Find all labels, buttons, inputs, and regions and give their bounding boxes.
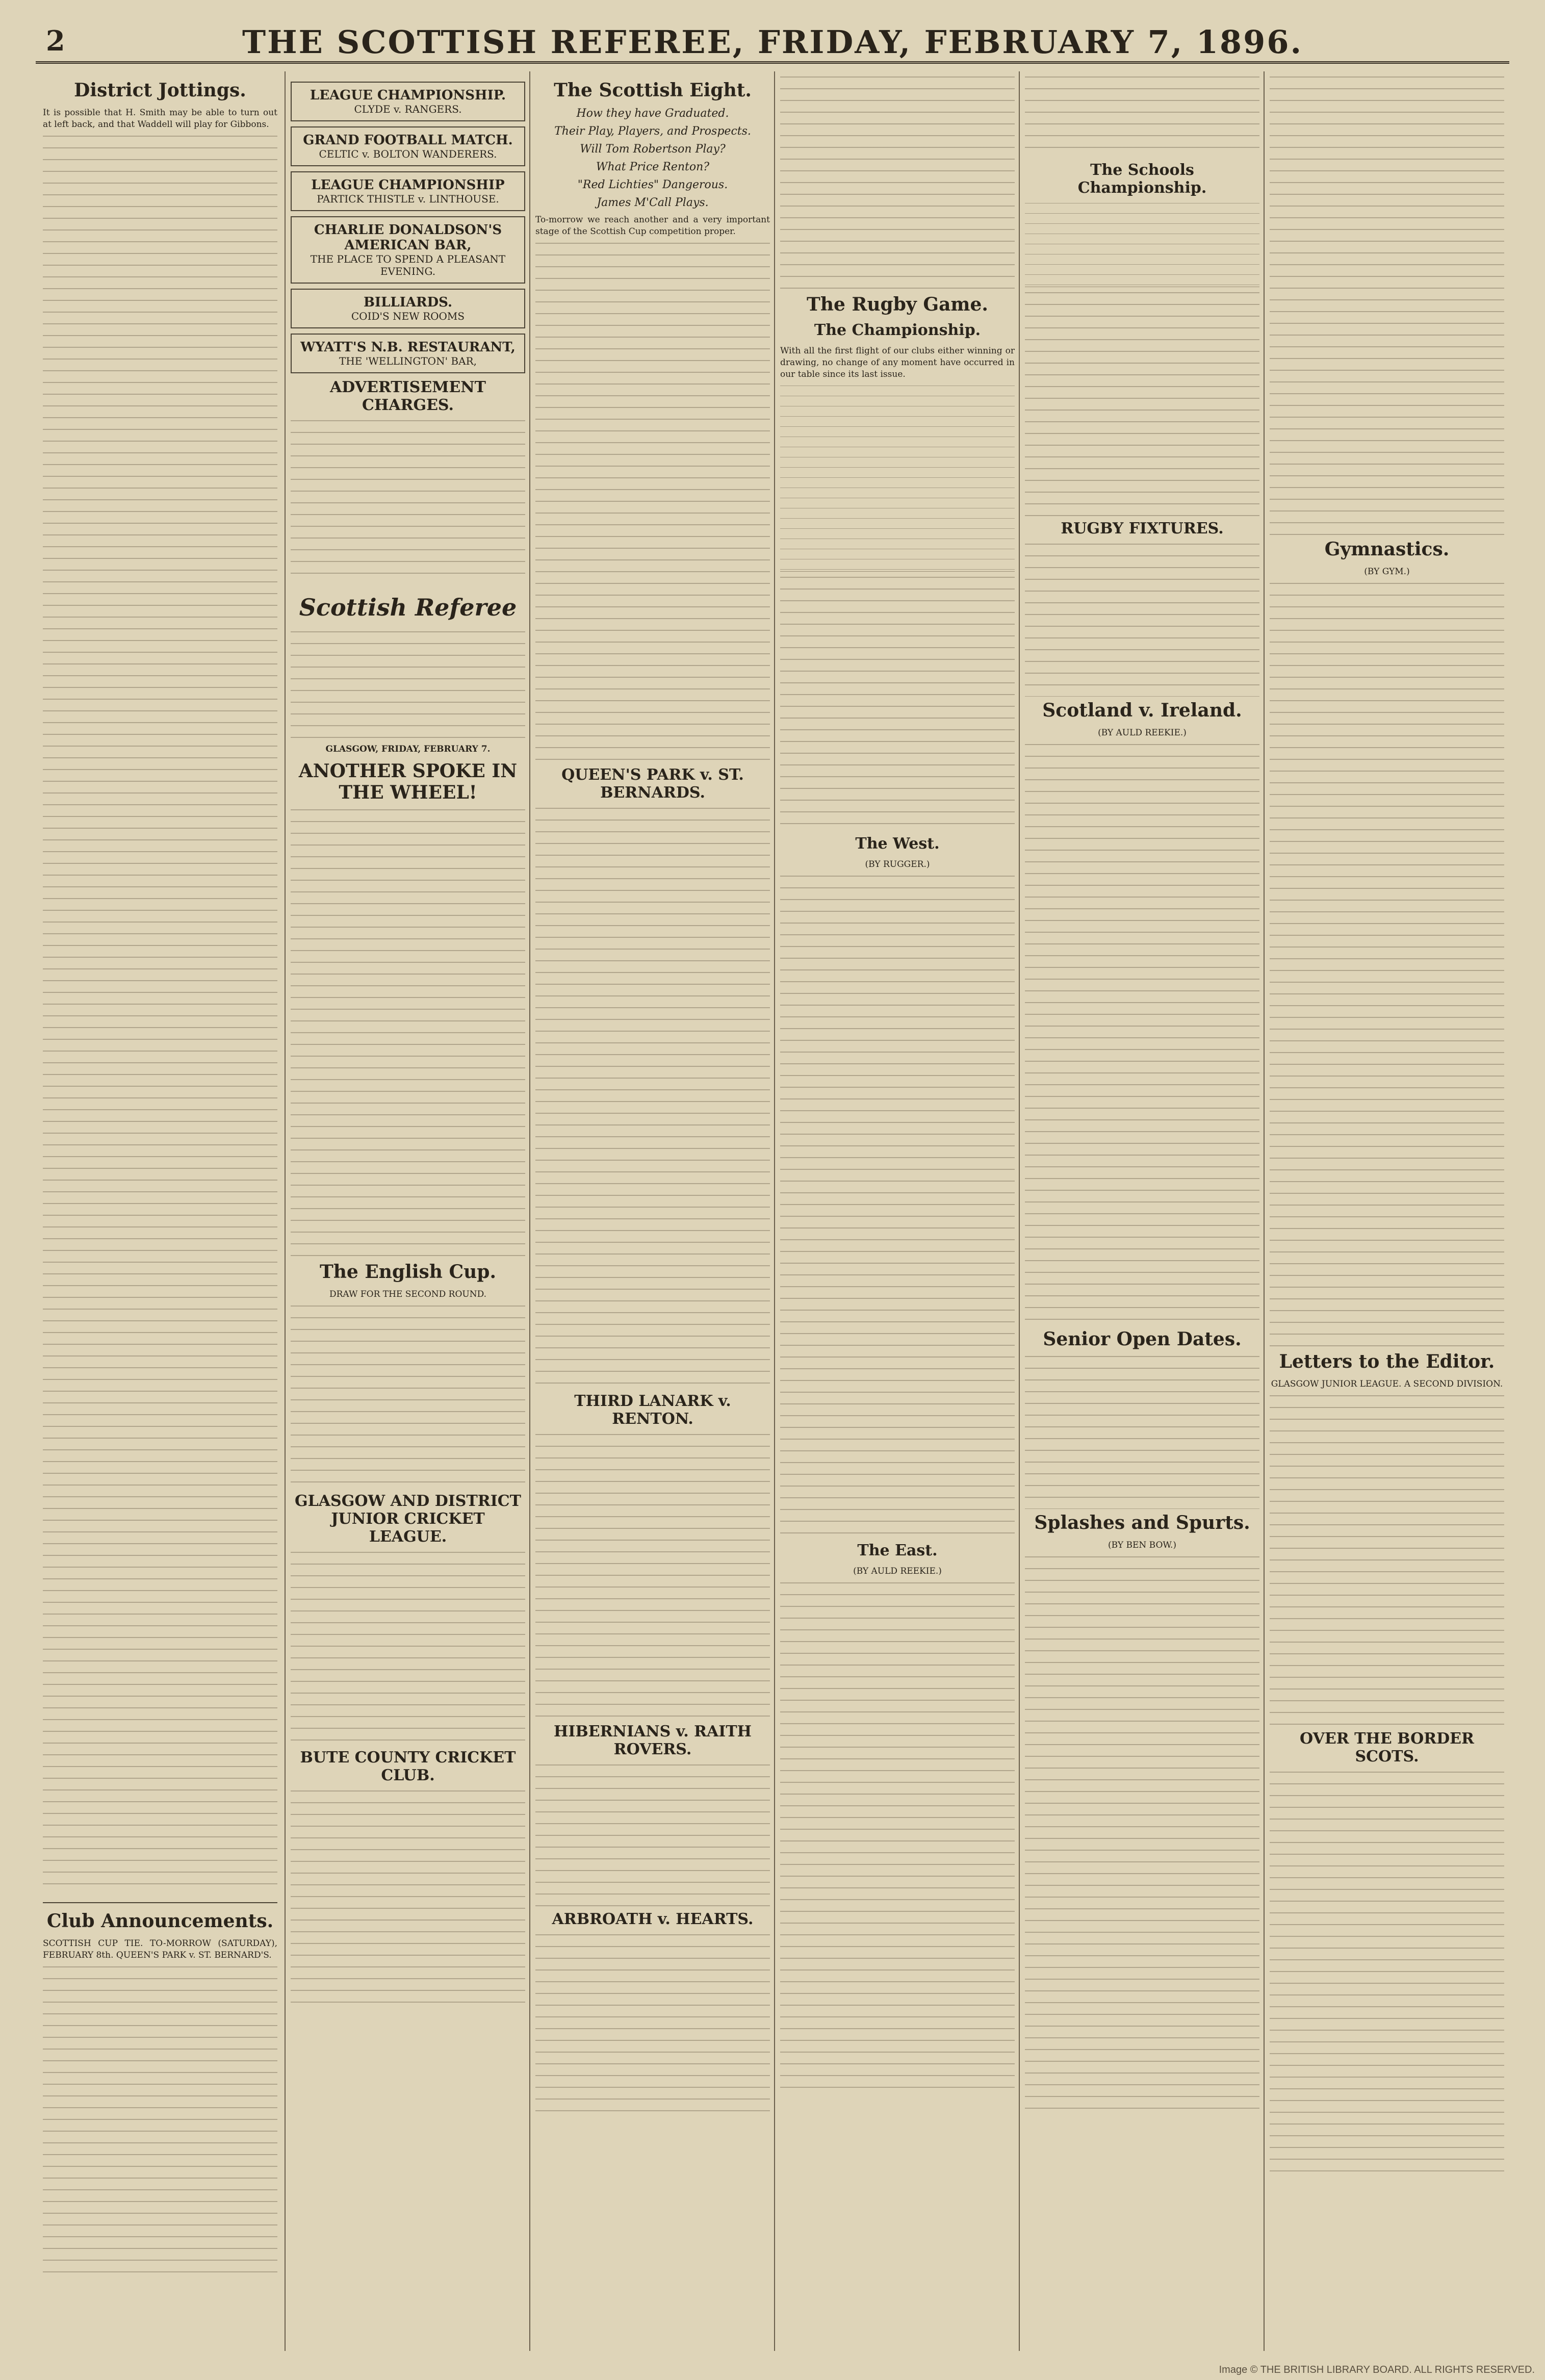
- body-text-block: [1270, 1772, 1504, 2180]
- ad-title: CHARLIE DONALDSON'S AMERICAN BAR,: [314, 222, 502, 253]
- section-heading: HIBERNIANS v. RAITH ROVERS.: [553, 1723, 752, 1758]
- body-text-block: [1270, 583, 1504, 1348]
- body-text-block: [1025, 76, 1259, 158]
- section-text: GLASGOW JUNIOR LEAGUE. A SECOND DIVISION.: [1271, 1379, 1503, 1389]
- column-rule: [774, 71, 775, 2351]
- section-heading: RUGBY FIXTURES.: [1061, 520, 1224, 538]
- section-heading: The Schools Championship.: [1077, 161, 1207, 197]
- column-1: [43, 76, 277, 2351]
- section-heading: Scotland v. Ireland.: [1042, 700, 1242, 721]
- advertisement: [291, 171, 525, 211]
- body-text-block: [535, 1434, 770, 1720]
- body-text-block: [780, 76, 1015, 291]
- body-text-block: [291, 420, 525, 583]
- section-text: (BY GYM.): [1364, 567, 1410, 577]
- page-number: 2: [46, 24, 65, 57]
- ad-line: COID'S NEW ROOMS: [351, 310, 465, 322]
- section-heading: The Scottish Eight.: [554, 80, 752, 101]
- section-text: DRAW FOR THE SECOND ROUND.: [329, 1289, 487, 1299]
- body-text-block: [1270, 76, 1504, 535]
- section-heading: Gymnastics.: [1324, 539, 1450, 560]
- newspaper-title: THE SCOTTISH REFEREE, FRIDAY, FEBRUARY 7, 1896.: [242, 23, 1303, 61]
- league-table: [780, 386, 1015, 572]
- section-text: With all the first flight of our clubs either winning or drawing, no change of any moment have occurred in our table since its last issue.: [780, 346, 1015, 379]
- section-heading: The Rugby Game.: [807, 294, 988, 315]
- newspaper-page: [36, 20, 1509, 2356]
- body-text-block: [535, 808, 770, 1389]
- section-heading: Letters to the Editor.: [1279, 1351, 1495, 1372]
- section-heading: Club Announcements.: [46, 1910, 274, 1932]
- body-text-block: [780, 577, 1015, 832]
- body-text-block: [1025, 544, 1259, 697]
- section-heading: The Championship.: [814, 321, 981, 339]
- body-text-block: [291, 1790, 525, 2005]
- divider: [43, 1902, 277, 1903]
- section-text: (BY AULD REEKIE.): [853, 1566, 942, 1576]
- body-text-block: [1025, 292, 1259, 517]
- body-text-block: [535, 1934, 770, 2118]
- advertisement: [291, 216, 525, 284]
- body-text-block: [535, 243, 770, 763]
- section-heading: OVER THE BORDER SCOTS.: [1300, 1730, 1474, 1765]
- column-rule: [285, 71, 286, 2351]
- body-text-block: [780, 1582, 1015, 2092]
- ad-line: THE 'WELLINGTON' BAR,: [339, 355, 477, 367]
- masthead: [36, 20, 1509, 64]
- section-heading: The English Cup.: [319, 1261, 497, 1283]
- body-text-block: [43, 1966, 277, 2272]
- advertisement: [291, 289, 525, 328]
- section-heading: BUTE COUNTY CRICKET CLUB.: [300, 1749, 516, 1784]
- body-text-block: [1025, 744, 1259, 1325]
- section-heading: District Jottings.: [74, 80, 246, 101]
- ad-title: WYATT'S N.B. RESTAURANT,: [300, 340, 516, 355]
- column-rule: [1264, 71, 1265, 2351]
- subheading: What Price Renton?: [596, 161, 710, 173]
- subheading: "Red Lichties" Dangerous.: [577, 178, 728, 191]
- subheading: Will Tom Robertson Play?: [580, 143, 726, 156]
- body-text-block: [291, 809, 525, 1258]
- section-heading: ANOTHER SPOKE IN THE WHEEL!: [298, 760, 518, 803]
- column-rule: [529, 71, 530, 2351]
- advertisement: [291, 334, 525, 373]
- section-text: SCOTTISH CUP TIE. TO-MORROW (SATURDAY), FEBRUARY 8th. QUEEN'S PARK v. ST. BERNARD'S.: [43, 1938, 277, 1960]
- column-2: [291, 76, 525, 2351]
- subheading: Their Play, Players, and Prospects.: [554, 125, 751, 138]
- ad-title: LEAGUE CHAMPIONSHIP.: [310, 88, 506, 103]
- body-text-block: [1025, 1356, 1259, 1509]
- ad-title: BILLIARDS.: [363, 295, 453, 310]
- schools-table: [1025, 203, 1259, 287]
- body-text-block: [535, 1764, 770, 1907]
- section-heading: Splashes and Spurts.: [1034, 1512, 1250, 1533]
- section-text: (BY BEN BOW.): [1108, 1540, 1176, 1550]
- section-heading: Senior Open Dates.: [1043, 1328, 1242, 1350]
- section-heading: QUEEN'S PARK v. ST. BERNARDS.: [561, 766, 744, 802]
- advertisement: [291, 82, 525, 121]
- copyright-notice: Image © THE BRITISH LIBRARY BOARD. ALL RIGHTS RESERVED.: [1219, 2364, 1535, 2375]
- section-heading: THIRD LANARK v. RENTON.: [574, 1392, 731, 1428]
- ad-line: THE PLACE TO SPEND A PLEASANT EVENING.: [310, 253, 506, 277]
- column-4: [780, 76, 1015, 2351]
- body-text-block: [1270, 1395, 1504, 1727]
- ad-title: LEAGUE CHAMPIONSHIP: [311, 177, 505, 193]
- section-heading: The West.: [855, 835, 940, 853]
- section-text: (BY AULD REEKIE.): [1098, 728, 1187, 738]
- ad-line: PARTICK THISTLE v. LINTHOUSE.: [317, 193, 499, 205]
- column-5: [1025, 76, 1259, 2351]
- section-heading: The East.: [857, 1542, 938, 1559]
- section-text: To-morrow we reach another and a very important stage of the Scottish Cup competition proper.: [535, 215, 770, 237]
- ad-line: CLYDE v. RANGERS.: [354, 103, 462, 115]
- body-text-block: [43, 136, 277, 1895]
- subheading: James M'Call Plays.: [597, 196, 709, 209]
- section-heading: ARBROATH v. HEARTS.: [552, 1910, 754, 1928]
- advertisement: [291, 126, 525, 166]
- ad-title: GRAND FOOTBALL MATCH.: [303, 133, 513, 148]
- body-text-block: [291, 1306, 525, 1489]
- section-text: (BY RUGGER.): [865, 859, 930, 869]
- section-text: It is possible that H. Smith may be able to turn out at left back, and that Waddell will play for Gibbons.: [43, 108, 277, 130]
- body-text-block: [1025, 1556, 1259, 2117]
- column-6: [1270, 76, 1504, 2351]
- column-rule: [1019, 71, 1020, 2351]
- scottish-referee-logo: Scottish Referee: [299, 594, 517, 621]
- section-heading: ADVERTISEMENT CHARGES.: [329, 378, 486, 414]
- subheading: How they have Graduated.: [576, 107, 729, 120]
- section-heading: GLASGOW AND DISTRICT JUNIOR CRICKET LEAGUE.: [295, 1492, 521, 1546]
- ad-line: CELTIC v. BOLTON WANDERERS.: [319, 148, 497, 160]
- body-text-block: [291, 631, 525, 744]
- body-text-block: [291, 1552, 525, 1746]
- dateline: GLASGOW, FRIDAY, FEBRUARY 7.: [325, 744, 491, 754]
- column-3: [535, 76, 770, 2351]
- body-text-block: [780, 876, 1015, 1539]
